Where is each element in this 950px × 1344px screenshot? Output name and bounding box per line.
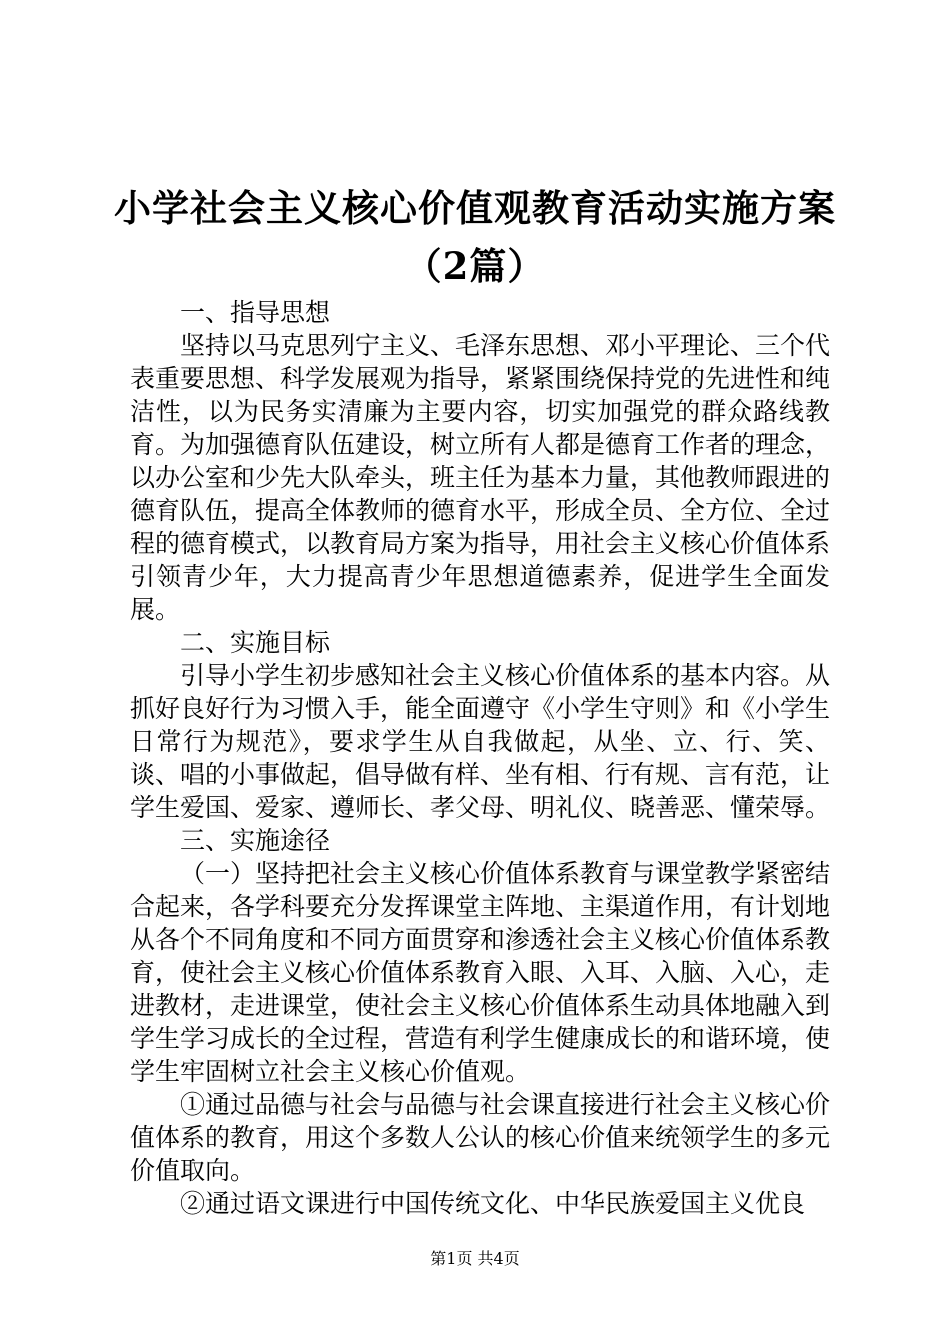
page-footer: 第1页 共4页 <box>430 1249 520 1268</box>
section-heading-guiding-ideology: 一、指导思想 <box>180 298 331 327</box>
paragraph-guiding-ideology: 坚持以马克思列宁主义、毛泽东思想、邓小平理论、三个代表重要思想、科学发展观为指导，紧紧围绕保持党的先进性和纯洁性，以为民务实清廉为主要内容，切实加强党的群众路线教育。为加强德育队伍建设，树立所有人都是德育工作者的理念，以办公室和少先大队牵头，班主任为基本力量，其他教师跟进的德育队伍，提高全体教师的德育水平，形成全员、全方位、全过程的德育模式，以教育局方案为指导，用社会主义核心价值体系引领青少年，大力提高青少年思想道德素养，促进学生全面发展。 <box>130 331 831 624</box>
section-heading-goals: 二、实施目标 <box>180 628 331 657</box>
paragraph-approach-1: （一）坚持把社会主义核心价值体系教育与课堂教学紧密结合起来，各学科要充分发挥课堂主阵地、主渠道作用，有计划地从各个不同角度和不同方面贯穿和渗透社会主义核心价值体系教育，使社会主义核心价值体系教育入眼、入耳、入脑、入心，走进教材，走进课堂，使社会主义核心价值体系生动具体地融入到学生学习成长的全过程，营造有利学生健康成长的和谐环境，使学生牢固树立社会主义核心价值观。 <box>130 859 831 1086</box>
document-title-line-2: （2篇） <box>404 244 546 288</box>
section-heading-approaches: 三、实施途径 <box>180 826 331 855</box>
paragraph-goals: 引导小学生初步感知社会主义核心价值体系的基本内容。从抓好良好行为习惯入手，能全面遵守《小学生守则》和《小学生日常行为规范》，要求学生从自我做起，从坐、立、行、笑、谈、唱的小事做起，倡导做有样、坐有相、行有规、言有范，让学生爱国、爱家、遵师长、孝父母、明礼仪、晓善恶、懂荣辱。 <box>130 661 831 822</box>
paragraph-approach-1-item-2: ②通过语文课进行中国传统文化、中华民族爱国主义优良 <box>180 1189 806 1218</box>
document-title-line-1: 小学社会主义核心价值观教育活动实施方案 <box>114 186 836 230</box>
document-body <box>130 296 830 1220</box>
paragraph-approach-1-item-1: ①通过品德与社会与品德与社会课直接进行社会主义核心价值体系的教育，用这个多数人公认的核心价值来统领学生的多元价值取向。 <box>130 1090 831 1185</box>
